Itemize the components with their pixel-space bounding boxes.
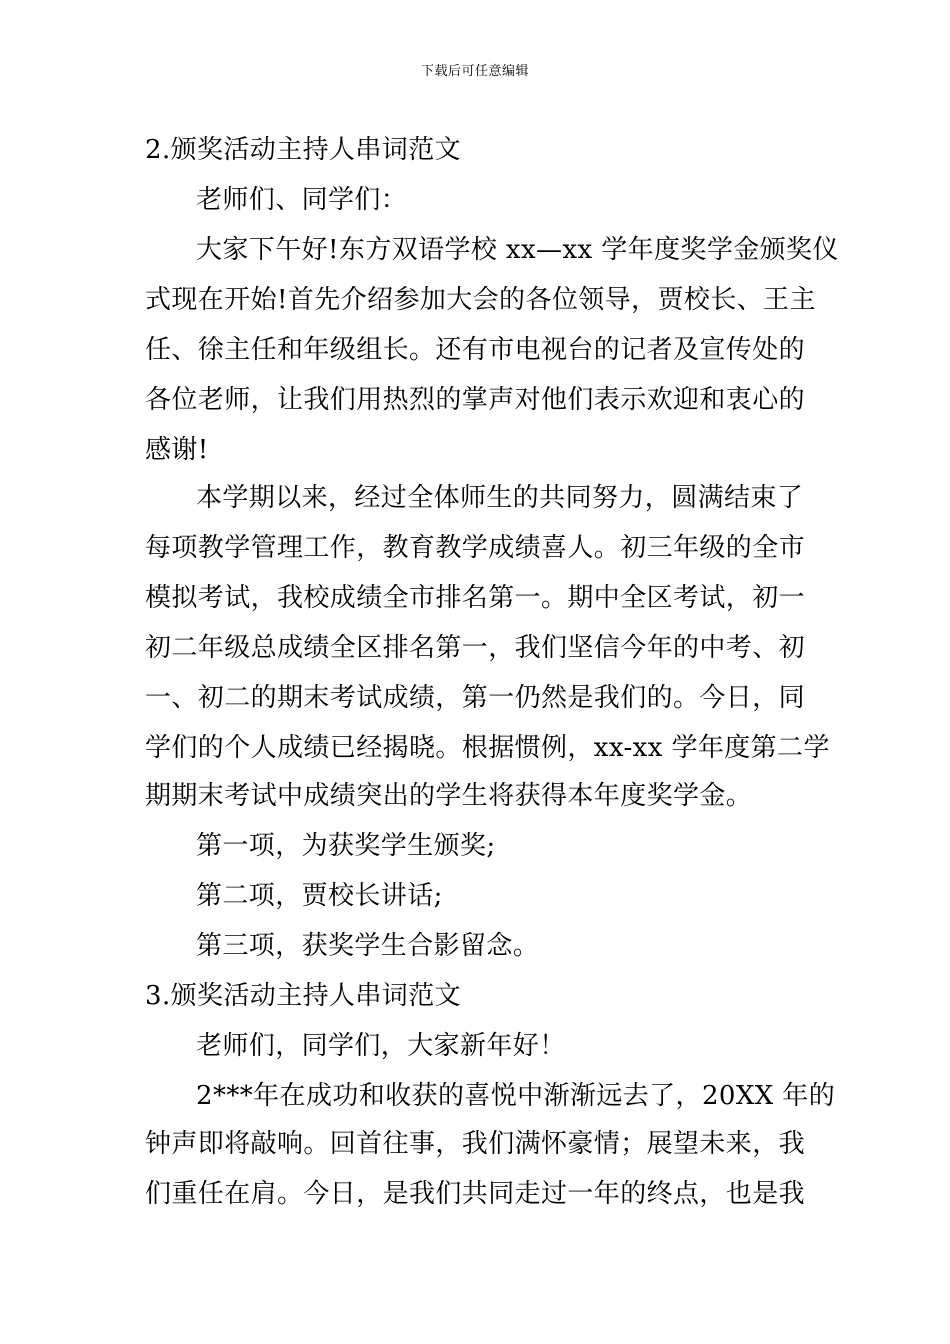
paragraph-line: 大家下午好!东方双语学校 xx—xx 学年度奖学金颁奖仪 xyxy=(196,235,839,265)
agenda-item: 第三项，获奖学生合影留念。 xyxy=(196,931,540,961)
page-header: 下载后可任意编辑 xyxy=(420,64,529,79)
paragraph-line: 各位老师，让我们用热烈的掌声对他们表示欢迎和衷心的 xyxy=(145,385,806,415)
paragraph-line: 们重任在肩。今日，是我们共同走过一年的终点，也是我 xyxy=(145,1179,806,1209)
paragraph-line: 期期末考试中成绩突出的学生将获得本年度奖学金。 xyxy=(145,781,753,811)
paragraph-line: 式现在开始!首先介绍参加大会的各位领导，贾校长、王主 xyxy=(145,285,816,315)
paragraph-line: 初二年级总成绩全区排名第一，我们坚信今年的中考、初 xyxy=(145,633,806,663)
agenda-item: 第二项，贾校长讲话; xyxy=(196,881,443,911)
paragraph-line: 一、初二的期末考试成绩，第一仍然是我们的。今日，同 xyxy=(145,683,806,713)
section-heading: 3.颁奖活动主持人串词范文 xyxy=(145,981,462,1011)
paragraph-line: 每项教学管理工作，教育教学成绩喜人。初三年级的全市 xyxy=(145,533,806,563)
paragraph-line: 学们的个人成绩已经揭晓。根据惯例，xx-xx 学年度第二学 xyxy=(145,733,830,763)
paragraph-line: 本学期以来，经过全体师生的共同努力，圆满结束了 xyxy=(196,483,804,513)
salutation: 老师们、同学们： xyxy=(196,185,408,215)
salutation: 老师们，同学们，大家新年好！ xyxy=(196,1031,566,1061)
paragraph-line: 感谢! xyxy=(145,435,209,465)
paragraph-line: 任、徐主任和年级组长。还有市电视台的记者及宣传处的 xyxy=(145,335,806,365)
section-heading: 2.颁奖活动主持人串词范文 xyxy=(145,135,462,165)
paragraph-line: 钟声即将敲响。回首往事，我们满怀豪情；展望未来，我 xyxy=(145,1129,806,1159)
paragraph-line: 模拟考试，我校成绩全市排名第一。期中全区考试，初一 xyxy=(145,583,806,613)
agenda-item: 第一项，为获奖学生颁奖; xyxy=(196,831,496,861)
paragraph-line: 2***年在成功和收获的喜悦中渐渐远去了，20XX 年的 xyxy=(196,1081,836,1111)
